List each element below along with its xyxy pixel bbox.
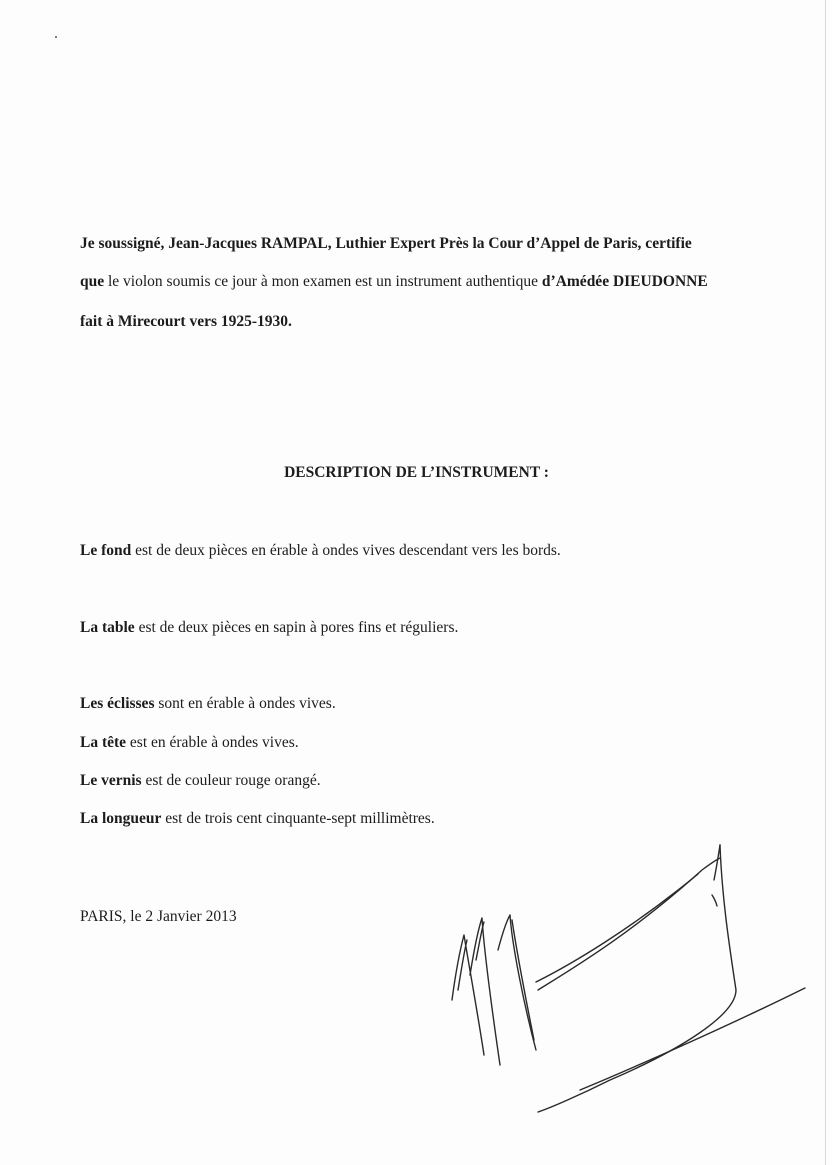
description-line-tete: [80, 733, 299, 753]
description-label: La table: [80, 619, 135, 636]
description-line-vernis: [80, 771, 321, 791]
signature-image: [440, 840, 820, 1120]
date-line: PARIS, le 2 Janvier 2013: [80, 908, 237, 925]
page-edge: [825, 0, 826, 1165]
description-line-eclisses: [80, 694, 336, 714]
intro-line-1-text: Je soussigné, Jean-Jacques RAMPAL, Luthier Expert Près la Cour d’Appel de Paris, certifie: [80, 235, 692, 252]
description-heading: DESCRIPTION DE L’INSTRUMENT :: [284, 464, 549, 481]
paper-speck: [55, 36, 57, 38]
description-text: est de couleur rouge orangé.: [141, 772, 321, 789]
description-label: Les éclisses: [80, 695, 155, 712]
description-label: La tête: [80, 734, 127, 751]
description-line-fond: [80, 541, 561, 561]
intro-line-2-maker: d’Amédée DIEUDONNE: [541, 273, 708, 290]
description-text: sont en érable à ondes vives.: [154, 695, 336, 712]
description-label: La longueur: [80, 810, 162, 827]
description-label: Le fond: [80, 542, 132, 559]
description-line-longueur: [80, 809, 435, 829]
intro-line-3-text: fait à Mirecourt vers 1925-1930.: [80, 313, 292, 330]
intro-line-2-start: que: [80, 273, 105, 290]
intro-line-3: [80, 312, 292, 332]
description-text: est en érable à ondes vives.: [126, 734, 299, 751]
intro-line-2-middle: le violon soumis ce jour à mon examen est un instrument authentique: [104, 273, 542, 290]
description-label: Le vernis: [80, 772, 142, 789]
description-line-table: [80, 618, 458, 638]
description-text: est de deux pièces en sapin à pores fins et réguliers.: [134, 619, 459, 636]
intro-line-1: [80, 234, 692, 254]
description-text: est de deux pièces en érable à ondes vives descendant vers les bords.: [131, 542, 561, 559]
description-text: est de trois cent cinquante-sept millimètres.: [161, 810, 435, 827]
intro-line-2: [80, 272, 708, 292]
